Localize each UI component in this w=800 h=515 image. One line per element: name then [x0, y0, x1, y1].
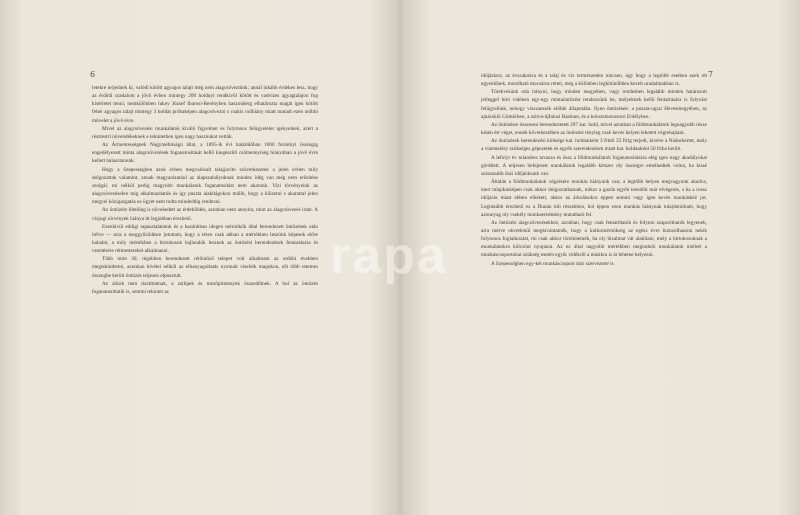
paragraph: Az öntözésre összesen berendeztetett 297 kat. hold, mivel azonban a földmunkálatok legnagyobb része késén ért véget, ennek következtében az öntözést tényleg csak kevés helyen lehetett végrehajtani. — [481, 121, 707, 137]
paragraph: A Szepességben egy-két munkáscsoport már szervezetté is — [491, 260, 614, 267]
paragraph: Az öntözési alagcsövezésekhez, azonban, hogy csak fentarthatók és folyton szaporíthatók legyenek, arra mérve okvetlenül megkívántatnék, hogy a kulturmérnökség az egész évre biztosíthasson nekik folytonos foglalkozást, mi csak akkor történhetnék, ha oly bizalmat vár alakítani, mely a birtokosoknak a munkálatokra kölcsönt nyujtana. Az ez által nagyobb mértékben meginduló munkálatok mellett a munkáscsoportokat szükség esetén egyik vidékről a másikra is át lehetne helyezni. — [481, 219, 707, 259]
paragraph: Ezenkívül eddigi tapasztalataink és a hazánkban idegen mérnökök által berendezett öntözések után ítélve — arra a meggyőződésre jutottam, hogy a téren csak abban a mértékben leszünk képesek előre haladni, a mily mértékben a birtokosok hajlandók lesznek az öntözési berendezések fentartására és vezetésére rétmesterekét alkalmazni. — [92, 223, 318, 255]
page-number-right: 7 — [708, 70, 714, 79]
paragraph: Az öntözést illetőleg is növekedett az érdeklődés, azonban nem annyira, mint az alagcsövezés iránt. A vizjogi törvények hiánya itt legjobban érezhető. — [92, 207, 318, 222]
right-page — [400, 0, 800, 515]
paragraph: Az árkok nem tisztíttatnak, a zsilipek és mezőpitmenyek összedőlnek. A hol az öntözés foganatosíttatik is, semmi tekintet az — [92, 280, 318, 295]
paragraph: letekre terjednek ki, valódi kötött agyagos talajt még nem alagcsöveztünk; annál inkább érdekes lesz, hogy az érdődi uradalom a jövő évben mintegy 200 holdnyi rendkívül kötött és vadvizes agyagtalajon fog kísérletet tenni, nemkülönben lukey József Ibarosi-Berényben haszonbérg elhatározta magát igen kötött fehér agyagos talajt mintegy 3 holdat próbaképen alagcsövezni s csakis csőhiány miatt maradt ezen utóbbi művelet a jövő évre. — [92, 85, 318, 124]
watermark: rapa — [330, 227, 448, 285]
right-page-text — [481, 72, 707, 268]
paragraph: Az Ármentességnek Nagyméltóságú által, a 1895-ik évi határidőban 1000 forintnyi összegig engedélyezett minta alagcsövezések foganatosítását kellő kiegészítő csőmennyiség hiányában a jövő évre kellett halasztanunk. — [92, 142, 318, 165]
paragraph: Több mint 30, régebben berendezett rétöntöző telepet volt alkalmam az utóbbi években megtekinthetni, azonban kivétel nélkül az elhanyagoltatás nyomait viselték magukon, sőt több tetemes összegbe került öntözés teljesen elpusztult. — [92, 256, 318, 279]
paragraph: időjárásra, az évszakokra és a talaj és viz természetére nincsen, úgy hogy a legtöbb esetben ezek rét egyenlőnek, mondható mocsáros réttel, még a különben legkitűnőbben kezelt uradalmakban is. — [481, 73, 707, 88]
paragraph: A lefolyt év tulandres tavasza és őssz a földmunkálatok foganatosítására elég igen nagy akadályokat gördített. A teljesen befejezett munkálatok legalább kétszer oly összegre emelkedtek volna, ha kissé száraszabb őszi időjárásunk van. — [481, 154, 707, 177]
page-number-left: 6 — [90, 70, 96, 79]
left-page-text — [92, 84, 318, 296]
paragraph: Törekvésünk oda irányul, hogy minden megyében, vagy rendesben legalább minden határosott jelleggel bíró vidéken egy-egy mintaöntözést rendezzünk be, melyeknek kellő fentartására is folyvást felügyelünk, nehogy visszaessék előbbi állapotába. Ilyen öntözések: a puszta-ugrai Hevesmegyében, az ajnácskői Gömörben, a zsitva-újfalusi Barsban, és a kolozsmonostori Erdélyben. — [481, 89, 707, 120]
paragraph: Az öntözések berendezési költsége kat. holdanként 3 frttól 25 frtig terjedt, kivéve a Nádorkertet, mely a vizemelésy szükséges gépezetek és egyéb szerendezések miatt kat. holdanként 50 frtba került. — [481, 138, 707, 153]
paragraph: Általán a földmunkálatok végzésére munkás hiányunk van; a legtöbb helyen megvagyunk akadva, mert tulajdonképen csak akkor dolgoztathatunk, mikor a gazda egyéb teendőit már elvégezte, s ha a rossz időjárás miatt ebben elkésett, akkor az árkolásokra éppen semmi vagy igen kevés munkáskéz jut. Leginkább érezhető ez a Dunán túli részekben, hol éppen ezen munkás hiánynak tulajdonítható, hogy azonnyag oly csekély munkaeredmény mutatható fel. — [481, 179, 707, 218]
paragraph: Hogy a Szepességben azok évben megvalósult talajjavító szövetkezetek a jelen évben mily dolgozattak valamint, annak magyarázatául az alapszabályoknak mindez idég van még nem erősítése szolgál, mi nélkül pedig magyobb munkálatok foganatosítást nem akarunk. Vizi törvényeink az alagcsövezésekre mig alkalmazhatók és így puszta alakítágokon múlik, hogy a kiüzemi s akarattal jelen megyei közigazgatás ez ügyet nem tudta mindeddig rendezni. — [92, 166, 318, 206]
paragraph: Mivel az alagcsövezési munkálatok kiváló figyelmet és folytonos felügyeletet igényelnek, azért a résztestri növendékeknek e tekintetben igen nagy hasznukat vettük. — [92, 125, 318, 140]
